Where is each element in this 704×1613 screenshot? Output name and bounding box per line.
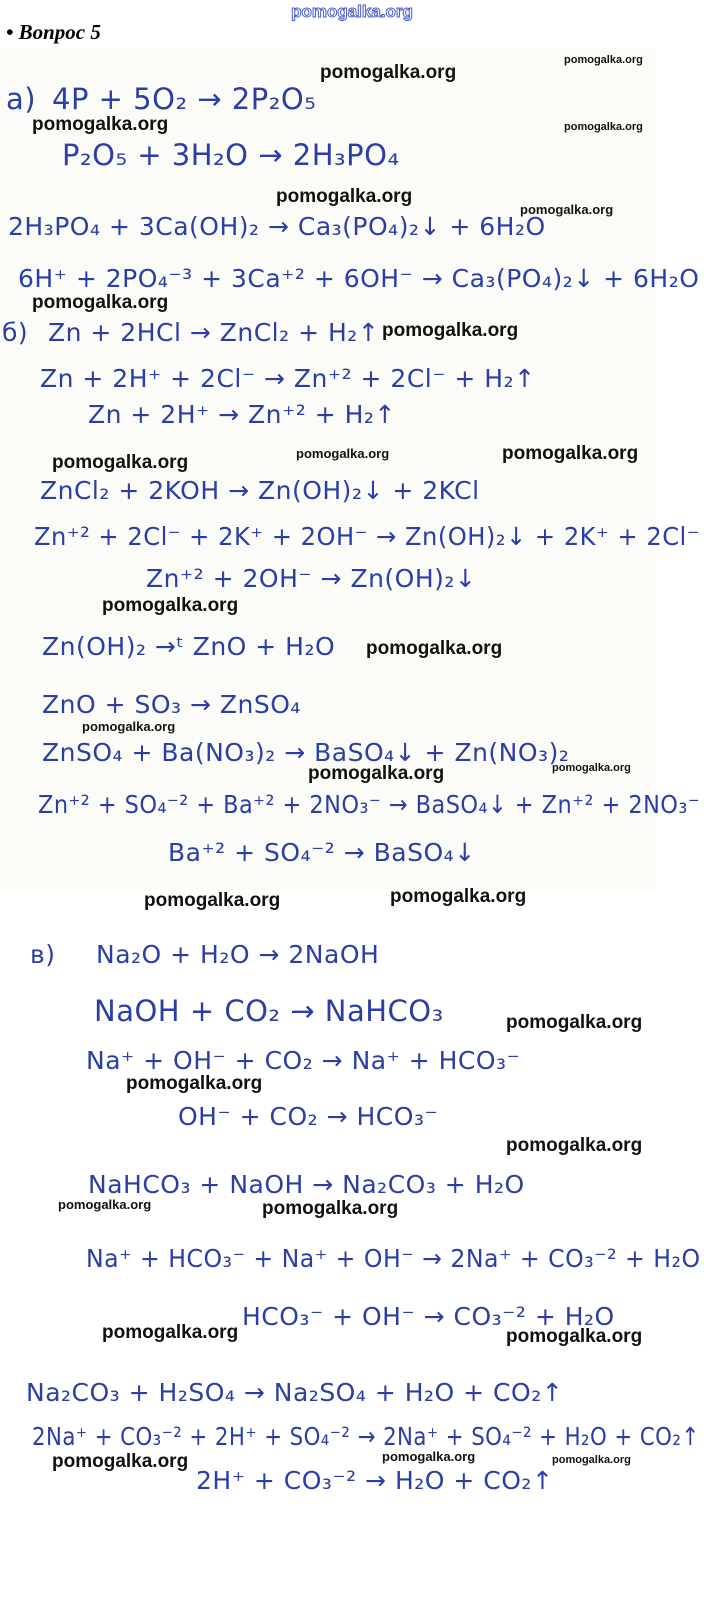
watermark: pomogalka.org <box>126 1073 263 1094</box>
section-label-a: а) <box>6 82 37 116</box>
watermark: pomogalka.org <box>382 320 519 341</box>
watermark: pomogalka.org <box>102 595 239 616</box>
watermark: pomogalka.org <box>366 638 503 659</box>
equation-v5: NaHCO₃ + NaOH → Na₂CO₃ + H₂O <box>88 1170 525 1199</box>
section-label-v: в) <box>30 940 56 969</box>
equation-b10: Zn⁺² + SO₄⁻² + Ba⁺² + 2NO₃⁻ → BaSO₄↓ + Zn⁺² + 2NO₃⁻ <box>38 790 701 819</box>
equation-a2: P₂O₅ + 3H₂O → 2H₃PO₄ <box>62 138 400 172</box>
watermark: pomogalka.org <box>32 114 169 135</box>
equation-v6: Na⁺ + HCO₃⁻ + Na⁺ + OH⁻ → 2Na⁺ + CO₃⁻² + H₂O <box>86 1244 701 1273</box>
site-logo[interactable]: pomogalka.org <box>291 2 413 21</box>
equation-a1: 4P + 5O₂ → 2P₂O₅ <box>52 82 317 116</box>
watermark: pomogalka.org <box>506 1012 643 1033</box>
watermark: pomogalka.org <box>506 1326 643 1347</box>
watermark: pomogalka.org <box>564 121 643 133</box>
section-label-b: б) <box>2 318 29 347</box>
watermark: pomogalka.org <box>520 202 614 217</box>
question-heading: • Вопрос 5 <box>6 20 101 44</box>
equation-a4: 6H⁺ + 2PO₄⁻³ + 3Ca⁺² + 6OH⁻ → Ca₃(PO₄)₂↓ + 6H₂O <box>18 264 700 293</box>
watermark: pomogalka.org <box>276 186 413 207</box>
equation-b9: ZnSO₄ + Ba(NO₃)₂ → BaSO₄↓ + Zn(NO₃)₂ <box>42 738 570 767</box>
equation-b1: Zn + 2HCl → ZnCl₂ + H₂↑ <box>48 318 380 347</box>
equation-b8: ZnO + SO₃ → ZnSO₄ <box>42 690 301 719</box>
watermark: pomogalka.org <box>58 1197 152 1212</box>
equation-b11: Ba⁺² + SO₄⁻² → BaSO₄↓ <box>168 838 476 867</box>
watermark: pomogalka.org <box>262 1198 399 1219</box>
watermark: pomogalka.org <box>552 1454 631 1466</box>
watermark: pomogalka.org <box>52 452 189 473</box>
equation-v3: Na⁺ + OH⁻ + CO₂ → Na⁺ + HCO₃⁻ <box>86 1046 521 1075</box>
equation-b5: Zn⁺² + 2Cl⁻ + 2K⁺ + 2OH⁻ → Zn(OH)₂↓ + 2K⁺ + 2Cl⁻ <box>34 522 701 551</box>
watermark: pomogalka.org <box>506 1135 643 1156</box>
equation-v2: NaOH + CO₂ → NaHCO₃ <box>94 994 444 1028</box>
equation-b7: Zn(OH)₂ →ᵗ ZnO + H₂O <box>42 632 336 661</box>
watermark: pomogalka.org <box>552 762 631 774</box>
watermark: pomogalka.org <box>564 54 643 66</box>
watermark: pomogalka.org <box>32 292 169 313</box>
watermark: pomogalka.org <box>308 763 445 784</box>
equation-a3: 2H₃PO₄ + 3Ca(OH)₂ → Ca₃(PO₄)₂↓ + 6H₂O <box>8 212 546 241</box>
watermark: pomogalka.org <box>390 886 527 907</box>
equation-v10: 2H⁺ + CO₃⁻² → H₂O + CO₂↑ <box>196 1466 554 1495</box>
watermark: pomogalka.org <box>502 443 639 464</box>
watermark: pomogalka.org <box>102 1322 239 1343</box>
equation-b2: Zn + 2H⁺ + 2Cl⁻ → Zn⁺² + 2Cl⁻ + H₂↑ <box>40 364 536 393</box>
equation-v4: OH⁻ + CO₂ → HCO₃⁻ <box>178 1102 439 1131</box>
watermark: pomogalka.org <box>82 719 176 734</box>
equation-v8: Na₂CO₃ + H₂SO₄ → Na₂SO₄ + H₂O + CO₂↑ <box>26 1378 564 1407</box>
equation-v7: HCO₃⁻ + OH⁻ → CO₃⁻² + H₂O <box>242 1302 615 1331</box>
equation-b4: ZnCl₂ + 2KOH → Zn(OH)₂↓ + 2KCl <box>40 476 480 505</box>
watermark: pomogalka.org <box>144 890 281 911</box>
equation-v1: Na₂O + H₂O → 2NaOH <box>96 940 380 969</box>
equation-v9: 2Na⁺ + CO₃⁻² + 2H⁺ + SO₄⁻² → 2Na⁺ + SO₄⁻² + H₂O + CO₂↑ <box>32 1422 700 1451</box>
equation-b3: Zn + 2H⁺ → Zn⁺² + H₂↑ <box>88 400 396 429</box>
watermark: pomogalka.org <box>52 1451 189 1472</box>
watermark: pomogalka.org <box>382 1449 476 1464</box>
equation-b6: Zn⁺² + 2OH⁻ → Zn(OH)₂↓ <box>146 564 477 593</box>
watermark: pomogalka.org <box>320 62 457 83</box>
watermark: pomogalka.org <box>296 446 390 461</box>
